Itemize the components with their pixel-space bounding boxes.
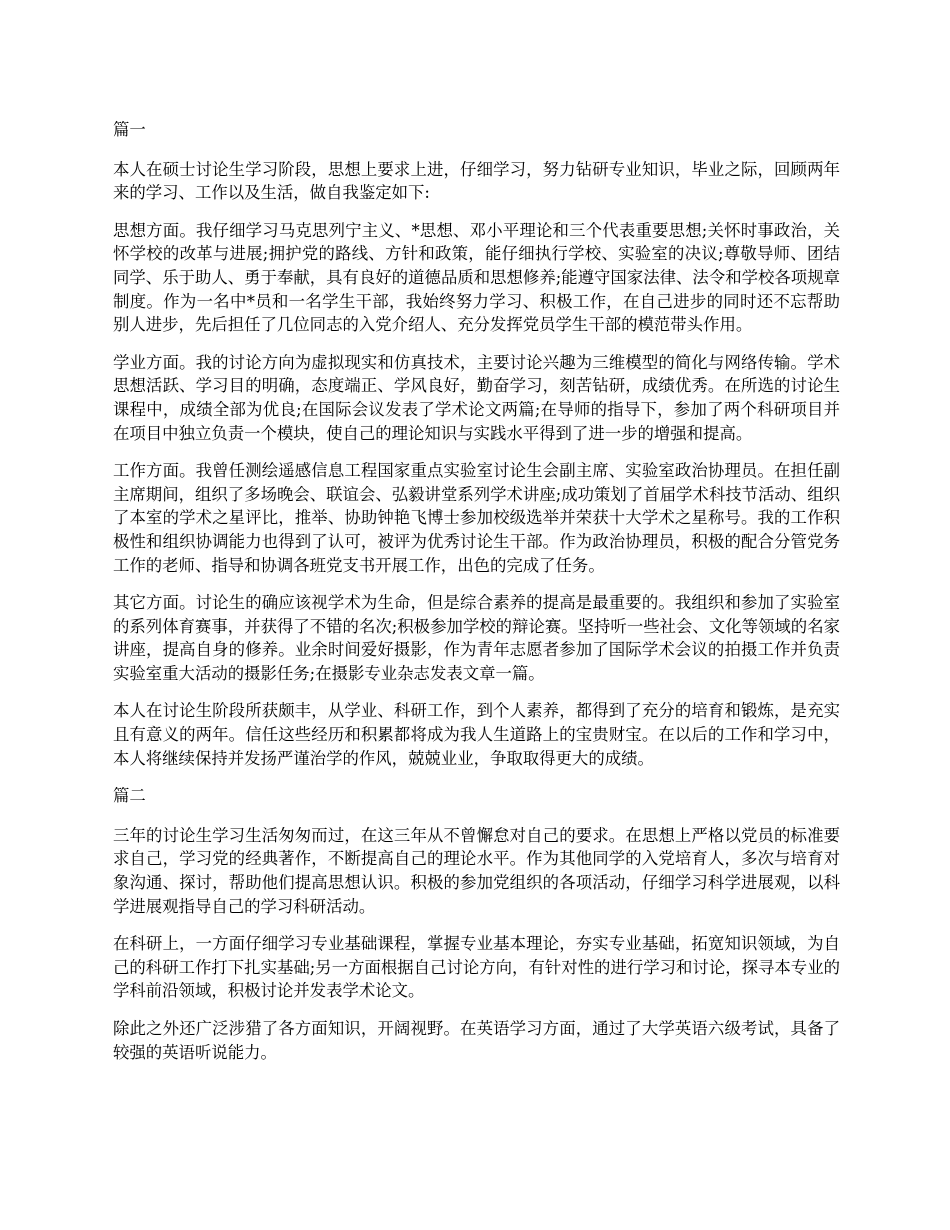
document-page xyxy=(113,118,840,1078)
paragraph-research: 在科研上，一方面仔细学习专业基础课程，掌握专业基本理论，夯实专业基础，拓宽知识领域，为自己的科研工作打下扎实基础;另一方面根据自己讨论方向，有针对性的进行学习和讨论，探寻本专业的学科前沿领域，积极讨论并发表学术论文。 xyxy=(113,934,840,1001)
paragraph-intro: 本人在硕士讨论生学习阶段，思想上要求上进，仔细学习，努力钻研专业知识，毕业之际，回顾两年来的学习、工作以及生活，做自我鉴定如下: xyxy=(113,159,840,203)
paragraph-work: 工作方面。我曾任测绘遥感信息工程国家重点实验室讨论生会副主席、实验室政治协理员。在担任副主席期间，组织了多场晚会、联谊会、弘毅讲堂系列学术讲座;成功策划了首届学术科技节活动、组织了本室的学术之星评比，推举、协助钟艳飞博士参加校级选举并荣获十大学术之星称号。我的工作积极性和组织协调能力也得到了认可，被评为优秀讨论生干部。作为政治协理员，积极的配合分管党务工作的老师、指导和协调各班党支书开展工作，出色的完成了任务。 xyxy=(113,461,840,575)
paragraph-academics: 学业方面。我的讨论方向为虚拟现实和仿真技术，主要讨论兴趣为三维模型的简化与网络传输。学术思想活跃、学习目的明确，态度端正、学风良好，勤奋学习，刻苦钻研，成绩优秀。在所选的讨论生课程中，成绩全部为优良;在国际会议发表了学术论文两篇;在导师的指导下，参加了两个科研项目并在项目中独立负责一个模块，使自己的理论知识与实践水平得到了进一步的增强和提高。 xyxy=(113,352,840,443)
paragraph-other: 其它方面。讨论生的确应该视学术为生命，但是综合素养的提高是最重要的。我组织和参加了实验室的系列体育赛事，并获得了不错的名次;积极参加学校的辩论赛。坚持听一些社会、文化等领域的名家讲座，提高自身的修养。业余时间爱好摄影，作为青年志愿者参加了国际学术会议的拍摄工作并负责实验室重大活动的摄影任务;在摄影专业杂志发表文章一篇。 xyxy=(113,593,840,683)
paragraph-ideology: 思想方面。我仔细学习马克思列宁主义、*思想、邓小平理论和三个代表重要思想;关怀时事政治，关怀学校的改革与进展;拥护党的路线、方针和政策，能仔细执行学校、实验室的决议;尊敬导师、团结同学、乐于助人、勇于奉献，具有良好的道德品质和思想修养;能遵守国家法律、法令和学校各项规章制度。作为一名中*员和一名学生干部，我始终努力学习、积极工作，在自己进步的同时还不忘帮助别人进步，先后担任了几位同志的入党介绍人、充分发挥党员学生干部的模范带头作用。 xyxy=(113,220,840,335)
paragraph-english: 除此之外还广泛涉猎了各方面知识，开阔视野。在英语学习方面，通过了大学英语六级考试，具备了较强的英语听说能力。 xyxy=(113,1019,840,1062)
section-heading-2: 篇二 xyxy=(113,786,146,806)
paragraph-study-life: 三年的讨论生学习生活匆匆而过，在这三年从不曾懈怠对自己的要求。在思想上严格以党员的标准要求自己，学习党的经典著作，不断提高自己的理论水平。作为其他同学的入党培育人，多次与培育对象沟通、探讨，帮助他们提高思想认识。积极的参加党组织的各项活动，仔细学习科学进展观，以科学进展观指导自己的学习科研活动。 xyxy=(113,825,840,916)
section-heading-1: 篇一 xyxy=(113,120,146,139)
paragraph-summary: 本人在讨论生阶段所获颇丰，从学业、科研工作，到个人素养，都得到了充分的培育和锻炼，是充实且有意义的两年。信任这些经历和积累都将成为我人生道路上的宝贵财宝。在以后的工作和学习中，本人将继续保持并发扬严谨治学的作风，兢兢业业，争取取得更大的成绩。 xyxy=(113,701,840,768)
